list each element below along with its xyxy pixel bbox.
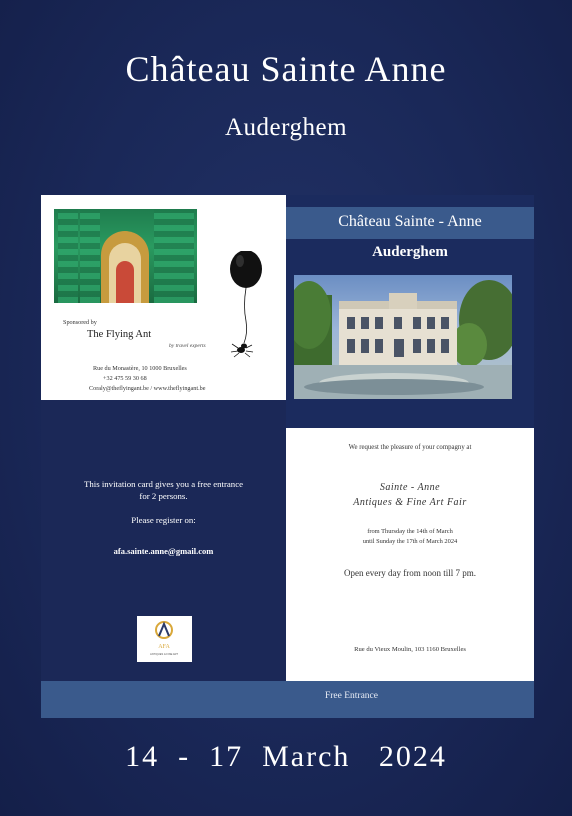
register-email: afa.sainte.anne@gmail.com [113, 546, 214, 556]
date-until: until Sunday the 17th of March 2024 [362, 538, 458, 545]
sponsor-name: The Flying Ant [87, 329, 152, 340]
afa-logo [137, 616, 192, 662]
invitation-panel [41, 400, 286, 686]
sponsor-panel [41, 195, 286, 400]
invitation-text-line2: for 2 persons. [139, 491, 188, 501]
balloon-ant-illustration [226, 251, 266, 361]
fair-name-line2: Antiques & Fine Art Fair [353, 497, 467, 508]
sponsor-phone: +32 475 59 30 68 [103, 375, 147, 382]
event-panel [286, 428, 534, 681]
sponsored-by-label: Sponsored by [63, 319, 97, 326]
request-text: We request the pleasure of your compagny at [348, 444, 472, 451]
date-from: from Thursday the 14th of March [367, 528, 453, 535]
poster-dates: 14 - 17 March 2024 [125, 740, 447, 773]
free-entrance-band [41, 681, 534, 718]
poster-subtitle: Auderghem [224, 114, 348, 141]
card-header-panel [286, 195, 534, 428]
afa-logo-caption: ANTIQUES & FINE ART [149, 653, 179, 656]
afa-logo-text: AFA [158, 644, 170, 650]
event-address: Rue du Vieux Moulin, 103 1160 Bruxelles [354, 646, 466, 653]
sponsor-contact: Coraly@theflyingant.be / www.theflyingant.be [89, 385, 206, 392]
card-subtitle: Auderghem [372, 244, 448, 260]
mosque-photo [54, 209, 197, 303]
card-title: Château Sainte - Anne [338, 213, 482, 230]
sponsor-address: Rue du Monastère, 10 1000 Bruxelles [93, 365, 187, 372]
register-label: Please register on: [131, 515, 196, 525]
chateau-photo [294, 275, 512, 399]
invitation-text-line1: This invitation card gives you a free entrance [83, 479, 243, 489]
opening-hours: Open every day from noon till 7 pm. [344, 568, 476, 578]
free-entrance-label: Free Entrance [324, 691, 378, 701]
invitation-card [41, 195, 534, 718]
fair-name-line1: Sainte - Anne [379, 482, 441, 493]
sponsor-tagline: by travel experts [169, 343, 206, 349]
poster-title: Château Sainte Anne [125, 49, 447, 89]
